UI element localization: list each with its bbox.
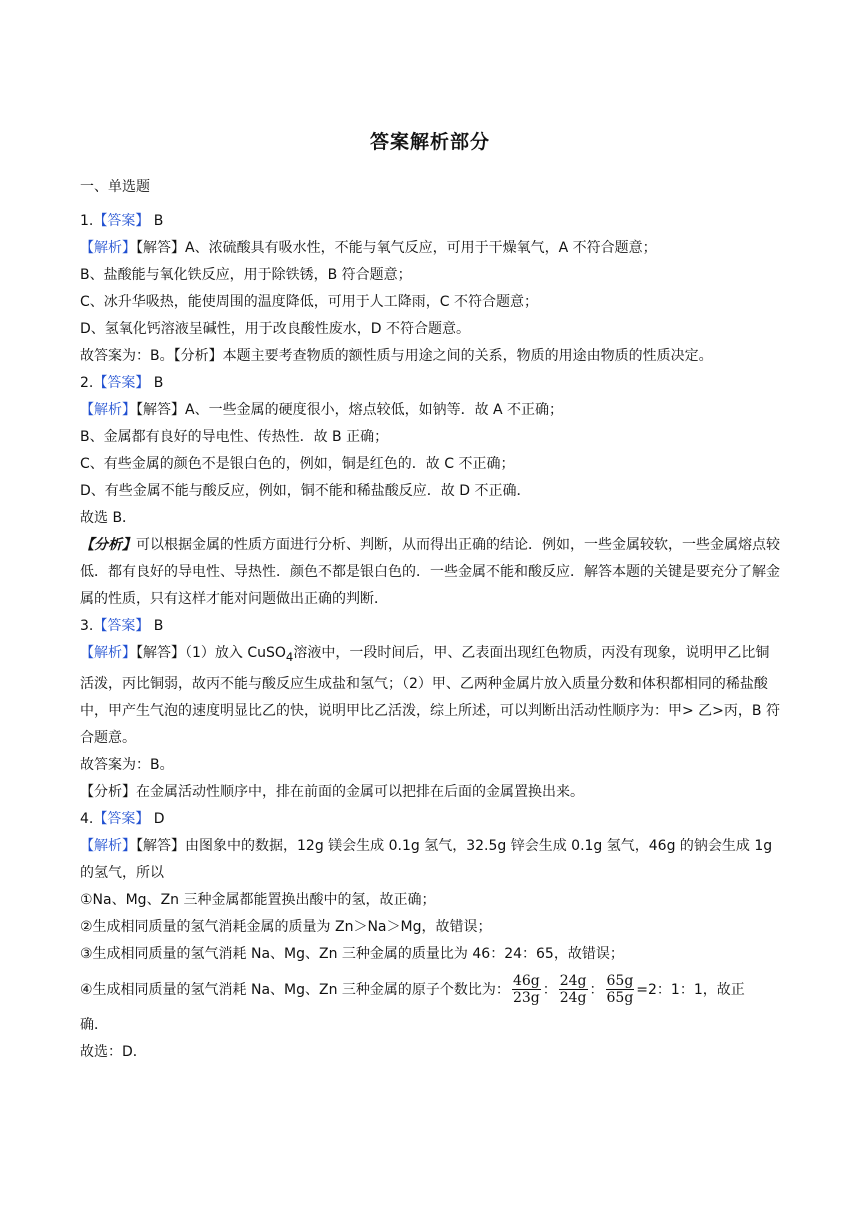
q3-answer-tag: 【答案】 (93, 618, 150, 634)
q4-item-2: ②生成相同质量的氢气消耗金属的质量为 Zn＞Na＞Mg，故错误； (80, 918, 492, 935)
q3-explain-paragraph (80, 640, 780, 752)
q4-answer-line (80, 806, 780, 833)
fraction-3-denominator: 65g (606, 990, 634, 1007)
q4-item-4-result: =2：1：1，故正 (636, 981, 745, 998)
page-title: 答案解析部分 (369, 131, 490, 153)
q1-conclusion: 故答案为：B。【分析】本题主要考查物质的额性质与用途之间的关系，物质的用途由物质的性质决定。 (80, 348, 713, 364)
q1-answer-tag: 【答案】 (93, 213, 150, 229)
q2-jiexi-tag: 【解析】 (80, 402, 136, 418)
q4-explain-paragraph (80, 833, 780, 887)
q4-item-3: ③生成相同质量的氢气消耗 Na、Mg、Zn 三种金属的质量比为 46：24：65，故错误； (80, 945, 624, 962)
fraction-3-numerator: 65g (606, 973, 634, 990)
fraction-1-numerator: 46g (512, 973, 540, 990)
q2-analysis-tag: 【分析】 (80, 537, 136, 553)
q1-line-c: C、冰升华吸热，能使周围的温度降低，可用于人工降雨，C 不符合题意； (80, 294, 538, 310)
q2-number: 2. (80, 375, 94, 391)
q1-number: 1. (80, 213, 94, 229)
q2-line-d: D、有些金属不能与酸反应，例如，铜不能和稀盐酸反应．故 D 不正确． (80, 483, 531, 499)
q2-explain-line (80, 397, 780, 424)
q4-number: 4. (80, 810, 94, 827)
q3-analysis: 【分析】在金属活动性顺序中，排在前面的金属可以把排在后面的金属置换出来。 (80, 783, 584, 800)
q4-item-4-tail: 确． (80, 1016, 108, 1033)
q4-answer: D (149, 810, 165, 827)
fraction-1 (512, 973, 541, 1006)
q1-line-d: D、氢氧化钙溶液呈碱性，用于改良酸性废水，D 不符合题意。 (80, 321, 471, 337)
q3-answer: B (149, 618, 164, 634)
q3-explain-text-a: 【解答】（1）放入 CuSO (136, 645, 286, 661)
fraction-2 (559, 973, 588, 1006)
q1-explain-line (80, 235, 780, 262)
q1-answer: B (149, 213, 164, 229)
q2-answer-line (80, 370, 780, 397)
q2-answer-tag: 【答案】 (93, 375, 150, 391)
q3-subscript: 4 (285, 649, 294, 664)
q3-jiexi-tag: 【解析】 (80, 645, 136, 661)
q2-line-b: B、金属都有良好的导电性、传热性．故 B 正确； (80, 429, 389, 445)
answer-content (80, 208, 780, 1066)
section-heading: 一、单选题 (80, 179, 150, 195)
q4-item-4-text: ④生成相同质量的氢气消耗 Na、Mg、Zn 三种金属的原子个数比为： (80, 981, 510, 998)
q1-explain-text: 【解答】A、浓硫酸具有吸水性，不能与氧气反应，可用于干燥氧气，A 不符合题意； (136, 240, 657, 256)
q2-line-c: C、有些金属的颜色不是银白色的，例如，铜是红色的．故 C 不正确； (80, 456, 515, 472)
fraction-3 (606, 973, 635, 1006)
q2-explain-text: 【解答】A、一些金属的硬度很小，熔点较低，如钠等．故 A 不正确； (136, 402, 564, 418)
ratio-separator: ： (589, 981, 604, 998)
q2-answer: B (149, 375, 164, 391)
q1-line-b: B、盐酸能与氧化铁反应，用于除铁锈，B 符合题意； (80, 267, 412, 283)
ratio-separator: ： (542, 981, 557, 998)
fraction-2-denominator: 24g (559, 990, 587, 1007)
q3-conclusion: 故答案为：B。 (80, 756, 174, 773)
q4-item-1: ①Na、Mg、Zn 三种金属都能置换出酸中的氢，故正确； (80, 891, 436, 908)
fraction-2-numerator: 24g (559, 973, 587, 990)
q4-jiexi-tag: 【解析】 (80, 837, 136, 854)
q2-analysis (80, 532, 780, 613)
q1-jiexi-tag: 【解析】 (80, 240, 136, 256)
q4-explain-text: 【解答】由图象中的数据，12g 镁会生成 0.1g 氢气，32.5g 锌会生成 0.1g 氢气，46g 的钠会生成 1g 的氢气，所以 (80, 837, 773, 881)
q1-answer-line (80, 208, 780, 235)
q4-conclusion: 故选：D． (80, 1043, 147, 1060)
q3-answer-line (80, 613, 780, 640)
q2-conclusion: 故选 B． (80, 510, 137, 526)
q4-answer-tag: 【答案】 (93, 810, 150, 827)
q4-item-4 (80, 968, 780, 1012)
fraction-1-denominator: 23g (512, 990, 540, 1007)
q2-analysis-text: 可以根据金属的性质方面进行分析、判断，从而得出正确的结论．例如，一些金属较软，一些金属熔点较低．都有良好的导电性、导热性．颜色不都是银白色的．一些金属不能和酸反应．解答本题的关键是要充分了解金属的性质，只有这样才能对问题做出正确的判断． (80, 537, 780, 607)
q3-explain-text-b: 溶液中，一段时间后，甲、乙表面出现红色物质，丙没有现象，说明甲乙比铜活泼，丙比铜弱，故丙不能与酸反应生成盐和氢气；（2）甲、乙两种金属片放入质量分数和体积都相同的稀盐酸中，甲产生气泡的速度明显比乙的快，说明甲比乙活泼，综上所述，可以判断出活动性顺序为：甲> 乙>丙，B 符合题意。 (80, 645, 780, 746)
q3-number: 3. (80, 618, 94, 634)
